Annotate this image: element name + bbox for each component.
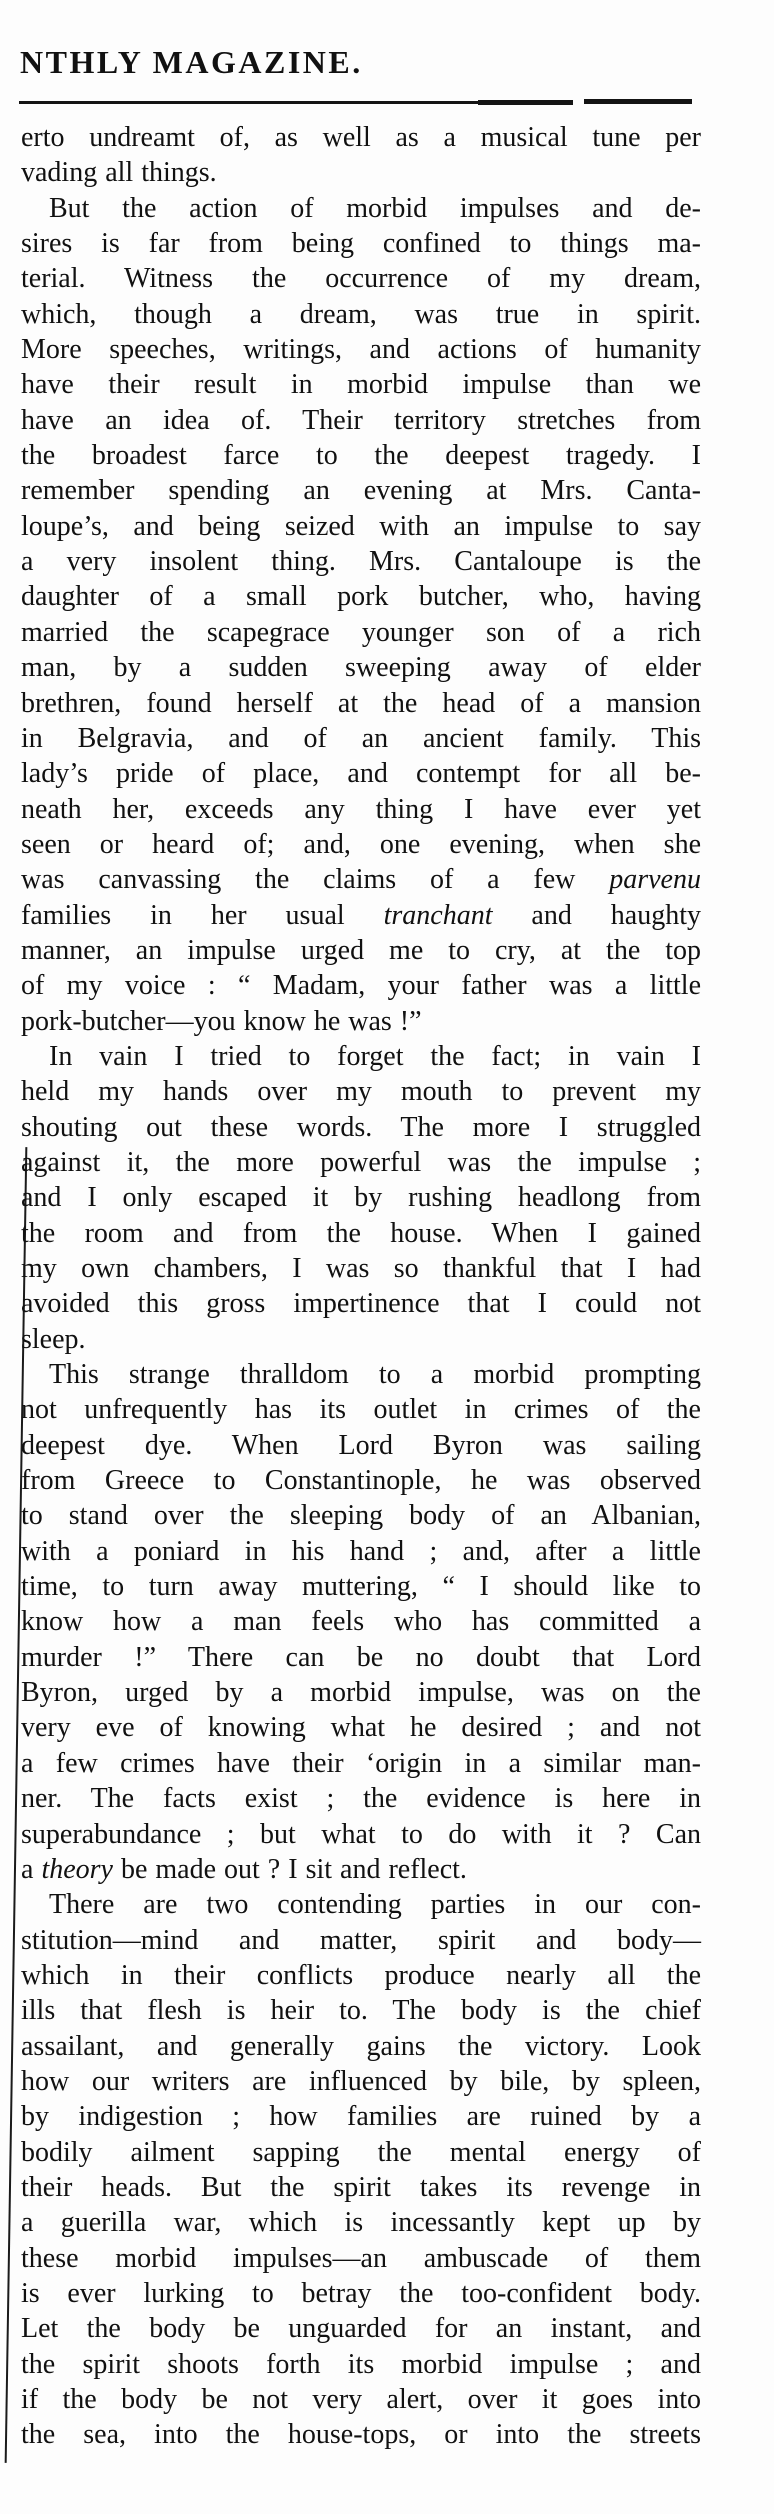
text-line: man, by a sudden sweeping away of elder bbox=[21, 652, 701, 684]
text-line: manner, an impulse urged me to cry, at the top bbox=[21, 934, 701, 966]
text-line: deepest dye. When Lord Byron was sailing bbox=[21, 1429, 701, 1461]
text-line: was canvassing the claims of a few parvenu bbox=[21, 864, 701, 896]
text-line: a theory be made out ? I sit and reflect. bbox=[21, 1853, 467, 1885]
text-line: daughter of a small pork butcher, who, having bbox=[21, 581, 701, 613]
text-line: time, to turn away muttering, “ I should like to bbox=[21, 1571, 701, 1603]
text-line: how our writers are influenced by bile, by spleen, bbox=[21, 2065, 701, 2097]
text-line: the sea, into the house-tops, or into the streets bbox=[21, 2419, 701, 2451]
text-line: with a poniard in his hand ; and, after a little bbox=[21, 1535, 701, 1567]
text-line: erto undreamt of, as well as a musical tune per bbox=[21, 122, 701, 153]
text-line: But the action of morbid impulses and de- bbox=[49, 192, 701, 224]
text-line: married the scapegrace younger son of a rich bbox=[21, 616, 701, 648]
header-rule-segment bbox=[19, 101, 481, 104]
header-rule-segment bbox=[584, 99, 692, 104]
text-line: families in her usual tranchant and haughty bbox=[21, 899, 701, 931]
masthead-title: NTHLY MAGAZINE. bbox=[20, 44, 363, 80]
text-line: ner. The facts exist ; the evidence is here in bbox=[21, 1783, 701, 1815]
text-line: assailant, and generally gains the victory. Look bbox=[21, 2030, 701, 2062]
text-line: against it, the more powerful was the impulse ; bbox=[21, 1146, 701, 1178]
text-line: terial. Witness the occurrence of my dream, bbox=[21, 263, 701, 295]
text-line: stitution—mind and matter, spirit and body— bbox=[21, 1924, 701, 1956]
text-line: pork-butcher—you know he was !” bbox=[21, 1005, 422, 1037]
text-line: held my hands over my mouth to prevent my bbox=[21, 1076, 701, 1108]
text-line: have their result in morbid impulse than we bbox=[21, 369, 701, 401]
text-line: by indigestion ; how families are ruined by a bbox=[21, 2101, 701, 2133]
text-line: these morbid impulses—an ambuscade of them bbox=[21, 2242, 701, 2274]
text-line: ills that flesh is heir to. The body is the chief bbox=[21, 1995, 701, 2027]
text-line: the room and from the house. When I gained bbox=[21, 1217, 701, 1249]
text-line: is ever lurking to betray the too-confident body. bbox=[21, 2277, 701, 2309]
text-line: lady’s pride of place, and contempt for all be- bbox=[21, 758, 701, 790]
text-line: to stand over the sleeping body of an Albanian, bbox=[21, 1500, 701, 1532]
text-line: know how a man feels who has committed a bbox=[21, 1606, 701, 1638]
text-line: This strange thralldom to a morbid prompting bbox=[49, 1359, 701, 1391]
text-line: seen or heard of; and, one evening, when she bbox=[21, 828, 701, 860]
text-line: the broadest farce to the deepest tragedy. I bbox=[21, 440, 701, 472]
text-line: loupe’s, and being seized with an impulse to say bbox=[21, 510, 701, 542]
text-line: Byron, urged by a morbid impulse, was on the bbox=[21, 1677, 701, 1709]
text-line: and I only escaped it by rushing headlong from bbox=[21, 1182, 701, 1214]
text-line: More speeches, writings, and actions of humanity bbox=[21, 334, 701, 366]
article-text bbox=[21, 120, 701, 2453]
text-line: from Greece to Constantinople, he was observed bbox=[21, 1465, 701, 1497]
text-line: a guerilla war, which is incessantly kept up by bbox=[21, 2207, 701, 2239]
text-line: their heads. But the spirit takes its revenge in bbox=[21, 2171, 701, 2203]
text-line: the spirit shoots forth its morbid impulse ; and bbox=[21, 2348, 701, 2380]
text-line: a very insolent thing. Mrs. Cantaloupe is the bbox=[21, 546, 701, 578]
text-line: bodily ailment sapping the mental energy of bbox=[21, 2136, 701, 2168]
text-line: very eve of knowing what he desired ; and not bbox=[21, 1712, 701, 1744]
text-line: avoided this gross impertinence that I could not bbox=[21, 1288, 701, 1320]
text-line: a few crimes have their ‘origin in a similar man- bbox=[21, 1747, 701, 1779]
text-line: which, though a dream, was true in spirit. bbox=[21, 298, 701, 330]
text-line: In vain I tried to forget the fact; in vain I bbox=[49, 1040, 701, 1072]
text-line: sleep. bbox=[21, 1323, 86, 1355]
text-line: There are two contending parties in our con- bbox=[49, 1889, 701, 1921]
text-line: Let the body be unguarded for an instant, and bbox=[21, 2313, 701, 2345]
text-line: my own chambers, I was so thankful that I had bbox=[21, 1253, 701, 1284]
header-rule-segment bbox=[478, 100, 573, 105]
text-line: of my voice : “ Madam, your father was a little bbox=[21, 970, 701, 1002]
text-line: murder !” There can be no doubt that Lord bbox=[21, 1641, 701, 1673]
text-line: sires is far from being confined to things ma- bbox=[21, 228, 701, 260]
text-line: in Belgravia, and of an ancient family. This bbox=[21, 722, 701, 754]
text-line: which in their conflicts produce nearly all the bbox=[21, 1959, 701, 1991]
text-line: have an idea of. Their territory stretches from bbox=[21, 404, 701, 436]
text-line: shouting out these words. The more I struggled bbox=[21, 1111, 701, 1143]
text-line: remember spending an evening at Mrs. Canta- bbox=[21, 475, 701, 507]
text-line: neath her, exceeds any thing I have ever yet bbox=[21, 793, 701, 825]
text-line: not unfrequently has its outlet in crimes of the bbox=[21, 1394, 701, 1426]
text-line: if the body be not very alert, over it goes into bbox=[21, 2384, 701, 2415]
text-line: brethren, found herself at the head of a mansion bbox=[21, 687, 701, 719]
text-line: superabundance ; but what to do with it ? Can bbox=[21, 1818, 701, 1850]
text-line: vading all things. bbox=[21, 157, 217, 189]
